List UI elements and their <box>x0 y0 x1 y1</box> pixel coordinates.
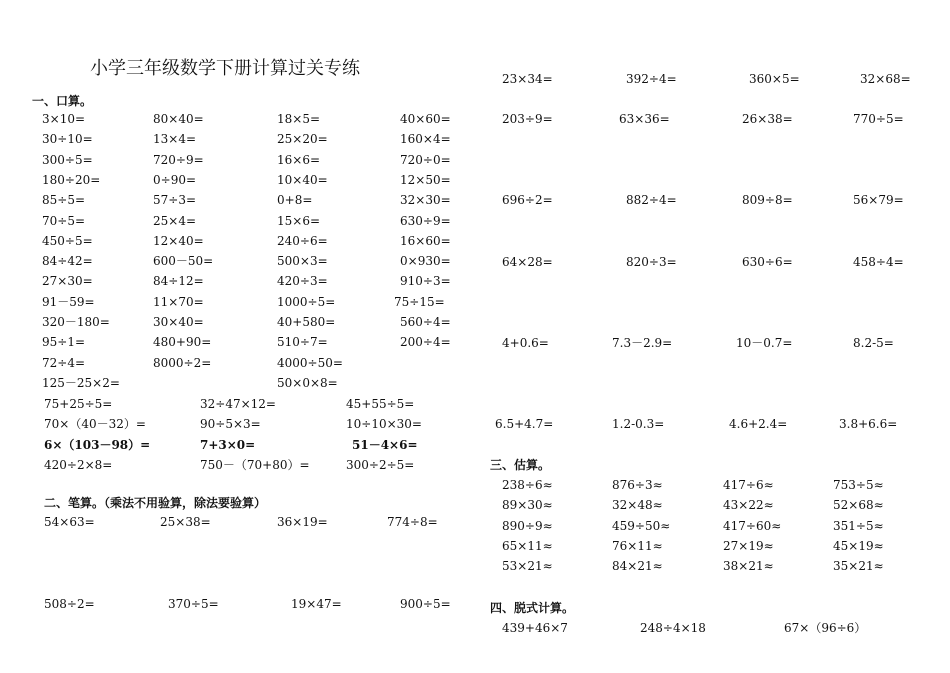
problem-item: 76×11≈ <box>612 538 663 553</box>
problem-item: 8.2-5= <box>853 336 894 350</box>
problem-item: 458÷4= <box>853 255 904 269</box>
problem-item: 32×30= <box>400 193 451 208</box>
problem-item: 25×38= <box>160 515 211 529</box>
problem-item: 35×21≈ <box>833 559 884 574</box>
problem-item: 65×11≈ <box>502 538 553 553</box>
problem-item: 770÷5= <box>853 112 904 126</box>
problem-item: 6.5+4.7= <box>495 417 554 431</box>
problem-item: 203÷9= <box>502 112 553 126</box>
problem-item: 480+90= <box>153 335 212 350</box>
problem-item: 630÷6= <box>742 255 793 269</box>
problem-item: 30×40= <box>153 315 204 329</box>
section-stepwise-heading: 四、脱式计算。 <box>490 601 575 615</box>
problem-item: 64×28= <box>502 255 553 269</box>
problem-item: 753÷5≈ <box>833 478 884 492</box>
problem-item: 696÷2= <box>502 193 553 207</box>
problem-item: 720÷9= <box>153 152 204 167</box>
problem-item: 4.6+2.4= <box>729 417 788 431</box>
problem-item: 56×79= <box>853 193 904 207</box>
problem-item: 80×40= <box>153 112 204 126</box>
problem-item: 70×（40－32）= <box>44 417 146 432</box>
problem-item: 351÷5≈ <box>833 518 884 533</box>
problem-item: 10×40= <box>277 172 328 187</box>
problem-item: 19×47= <box>291 597 342 611</box>
problem-item: 51－4×6= <box>352 437 418 452</box>
problem-item: 36×19= <box>277 515 328 529</box>
problem-item: 16×6= <box>277 152 321 167</box>
problem-item: 40+580= <box>277 315 336 329</box>
problem-item: 300÷5= <box>42 152 93 167</box>
problem-item: 75+25÷5= <box>44 397 113 411</box>
problem-item: 63×36= <box>619 112 670 126</box>
problem-item: 360×5= <box>749 72 800 86</box>
problem-item: 560÷4= <box>400 315 451 329</box>
problem-item: 7+3×0= <box>200 437 256 452</box>
problem-item: 876÷3≈ <box>612 478 663 492</box>
problem-item: 12×40= <box>153 233 204 248</box>
problem-item: 500×3= <box>277 254 328 269</box>
problem-item: 238÷6≈ <box>502 478 553 492</box>
problem-item: 25×20= <box>277 132 328 147</box>
problem-item: 200÷4= <box>400 335 451 350</box>
problem-item: 630÷9= <box>400 213 451 228</box>
problem-item: 809÷8= <box>742 193 793 207</box>
problem-item: 750－（70+80）= <box>200 457 310 472</box>
problem-item: 420÷2×8= <box>44 457 113 472</box>
problem-item: 4000÷50= <box>277 355 343 370</box>
problem-item: 320－180= <box>42 315 110 329</box>
problem-item: 459÷50≈ <box>612 518 671 533</box>
problem-item: 3.8+6.6= <box>839 417 898 431</box>
problem-item: 900÷5= <box>400 597 451 611</box>
problem-item: 84÷42= <box>42 254 93 269</box>
problem-item: 774÷8= <box>387 515 438 529</box>
problem-item: 248÷4×18 <box>640 621 706 635</box>
section-estimate-heading: 三、估算。 <box>490 458 551 472</box>
problem-item: 23×34= <box>502 72 553 86</box>
problem-item: 125－25×2= <box>42 375 120 390</box>
problem-item: 300÷2÷5= <box>346 457 415 472</box>
problem-item: 25×4= <box>153 213 197 228</box>
problem-item: 38×21≈ <box>723 559 774 574</box>
problem-item: 1000÷5= <box>277 294 336 309</box>
problem-item: 32×68= <box>860 72 911 86</box>
problem-item: 820÷3= <box>626 255 677 269</box>
problem-item: 70÷5= <box>42 213 86 228</box>
problem-item: 45+55÷5= <box>346 397 415 411</box>
worksheet-title: 小学三年级数学下册计算过关专练 <box>90 58 360 79</box>
problem-item: 91－59= <box>42 294 95 309</box>
problem-item: 417÷6≈ <box>723 478 774 492</box>
problem-item: 84×21≈ <box>612 559 663 574</box>
problem-item: 16×60= <box>400 233 451 248</box>
problem-item: 882÷4= <box>626 193 677 207</box>
problem-item: 27×19≈ <box>723 538 774 553</box>
problem-item: 370÷5= <box>168 597 219 611</box>
problem-item: 420÷3= <box>277 274 328 289</box>
problem-item: 43×22≈ <box>723 498 774 513</box>
problem-item: 52×68≈ <box>833 498 884 513</box>
problem-item: 26×38= <box>742 112 793 126</box>
problem-item: 7.3－2.9= <box>612 336 673 350</box>
problem-item: 15×6= <box>277 213 321 228</box>
problem-item: 3×10= <box>42 112 86 126</box>
section-written-heading: 二、笔算。（乘法不用验算，除法要验算） <box>44 496 267 510</box>
problem-item: 392÷4= <box>626 72 677 86</box>
problem-item: 910÷3= <box>400 274 451 289</box>
problem-item: 180÷20= <box>42 172 101 187</box>
problem-item: 89×30≈ <box>502 498 553 513</box>
problem-item: 10÷10×30= <box>346 417 422 432</box>
problem-item: 54×63= <box>44 515 95 529</box>
problem-item: 0+8= <box>277 193 313 208</box>
problem-item: 50×0×8= <box>277 375 338 390</box>
problem-item: 510÷7= <box>277 335 328 350</box>
problem-item: 508÷2= <box>44 597 95 611</box>
problem-item: 18×5= <box>277 112 321 126</box>
problem-item: 57÷3= <box>153 193 197 208</box>
problem-item: 890÷9≈ <box>502 518 553 533</box>
problem-item: 160×4= <box>400 132 451 147</box>
problem-item: 12×50= <box>400 172 451 187</box>
problem-item: 11×70= <box>153 294 204 309</box>
problem-item: 85÷5= <box>42 193 86 208</box>
problem-item: 600－50= <box>153 254 214 269</box>
problem-item: 27×30= <box>42 274 93 289</box>
problem-item: 72÷4= <box>42 355 86 370</box>
section-oral-heading: 一、口算。 <box>32 94 93 108</box>
problem-item: 450÷5= <box>42 233 93 248</box>
problem-item: 1.2-0.3= <box>612 417 665 431</box>
problem-item: 8000÷2= <box>153 355 212 370</box>
problem-item: 67×（96÷6） <box>784 621 867 635</box>
problem-item: 4+0.6= <box>502 336 549 350</box>
problem-item: 90÷5×3= <box>200 417 261 432</box>
problem-item: 45×19≈ <box>833 538 884 553</box>
problem-item: 32×48≈ <box>612 498 663 513</box>
problem-item: 417÷60≈ <box>723 518 782 533</box>
problem-item: 13×4= <box>153 132 197 147</box>
problem-item: 0÷90= <box>153 172 197 187</box>
problem-item: 95÷1= <box>42 335 86 350</box>
problem-item: 240÷6= <box>277 233 328 248</box>
problem-item: 84÷12= <box>153 274 204 289</box>
problem-item: 720÷0= <box>400 152 451 167</box>
problem-item: 6×（103－98）= <box>44 437 151 452</box>
problem-item: 40×60= <box>400 112 451 126</box>
problem-item: 10－0.7= <box>736 336 793 350</box>
problem-item: 32÷47×12= <box>200 397 276 411</box>
problem-item: 0×930= <box>400 254 451 269</box>
problem-item: 30÷10= <box>42 132 93 147</box>
problem-item: 75÷15= <box>394 294 445 309</box>
problem-item: 53×21≈ <box>502 559 553 574</box>
problem-item: 439+46×7 <box>502 621 568 635</box>
